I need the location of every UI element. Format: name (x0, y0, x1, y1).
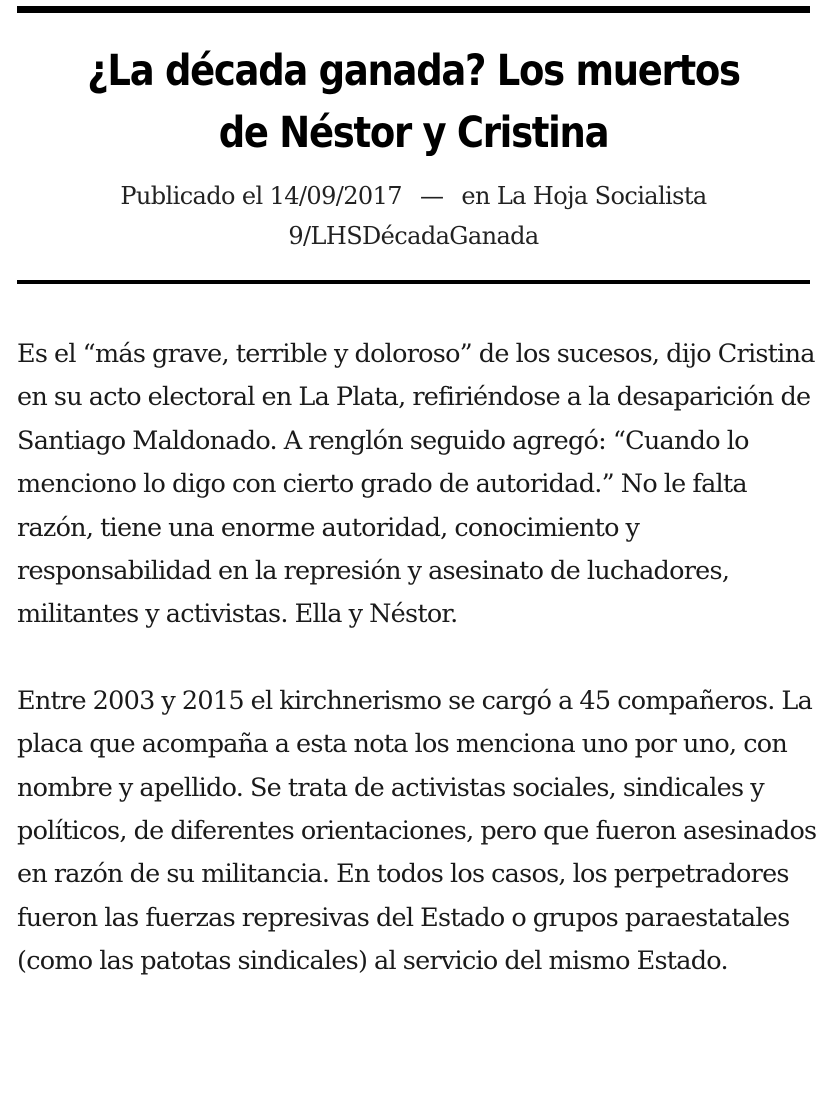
article-header (17, 40, 810, 164)
article-source: en La Hoja Socialista 9/LHSDécadaGanada (288, 182, 707, 250)
meta-separator: — (419, 182, 444, 210)
article-title: ¿La década ganada? Los muertos de Néstor y Cristina (87, 46, 740, 158)
article-paragraph-2: Entre 2003 y 2015 el kirchnerismo se cargó a 45 compañeros. La placa que acompaña a esta nota los menciona uno por uno, con nombre y apellido. Se trata de activistas sociales, sindicales y políticos, de diferentes orientaciones, pero que fueron asesinados en razón de su militancia. En todos los casos, los perpetradores fueron las fuerzas represivas del Estado o grupos paraestatales (como las patotas sindicales) al servicio del mismo Estado. (17, 685, 817, 977)
header-bottom-divider (17, 280, 810, 284)
published-date: Publicado el 14/09/2017 (120, 182, 402, 210)
article-paragraph-1: Es el “más grave, terrible y doloroso” de los sucesos, dijo Cristina en su acto electoral en La Plata, refiriéndose a la desaparición de Santiago Maldonado. A renglón seguido agregó: “Cuando lo menciono lo digo con cierto grado de autoridad.” No le falta razón, tiene una enorme autoridad, conocimiento y responsabilidad en la represión y asesinato de luchadores, militantes y activistas. Ella y Néstor. (17, 339, 815, 630)
article-meta (17, 176, 810, 256)
article-body (17, 333, 817, 1027)
top-divider (17, 6, 810, 13)
